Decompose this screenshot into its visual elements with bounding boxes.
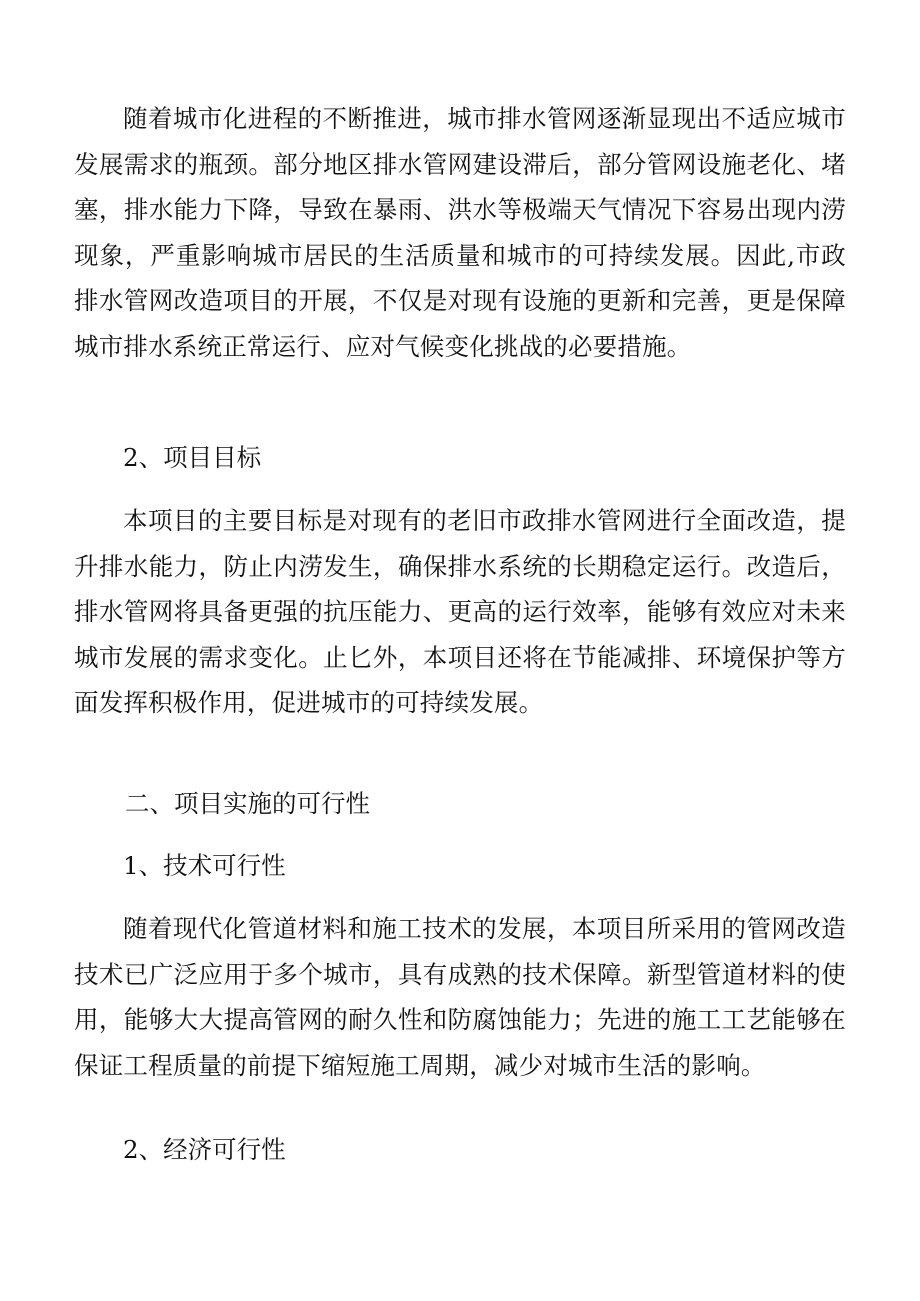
- project-goal-paragraph: 本项目的主要目标是对现有的老旧市政排水管网进行全面改造，提升排水能力，防止内涝发生，确保排水系统的长期稳定运行。改造后，排水管网将具备更强的抗压能力、更高的运行效率，能够有效应对未来城市发展的需求变化。止匕外，本项目还将在节能减排、环境保护等方面发挥积极作用，促进城市的可持续发展。: [74, 506, 846, 717]
- section-heading-project-goal: 2、项目目标: [123, 443, 262, 472]
- technical-feasibility-paragraph: 随着现代化管道材料和施工技术的发展，本项目所采用的管网改造技术已广泛应用于多个城市，具有成熟的技术保障。新型管道材料的使用，能够大大提高管网的耐久性和防腐蚀能力；先进的施工工艺能够在保证工程质量的前提下缩短施工周期，减少对城市生活的影响。: [74, 914, 846, 1080]
- section-heading-technical-feasibility: 1、技术可行性: [123, 851, 286, 880]
- background-paragraph: 随着城市化进程的不断推进，城市排水管网逐渐显现出不适应城市发展需求的瓶颈。部分地区排水管网建设滞后，部分管网设施老化、堵塞，排水能力下降，导致在暴雨、洪水等极端天气情况下容易出现内涝现象，严重影响城市居民的生活质量和城市的可持续发展。因此,市政排水管网改造项目的开展，不仅是对现有设施的更新和完善，更是保障城市排水系统正常运行、应对气候变化挑战的必要措施。: [74, 104, 846, 361]
- chapter-heading-feasibility: 二、项目实施的可行性: [125, 789, 370, 818]
- section-heading-economic-feasibility: 2、经济可行性: [123, 1135, 286, 1164]
